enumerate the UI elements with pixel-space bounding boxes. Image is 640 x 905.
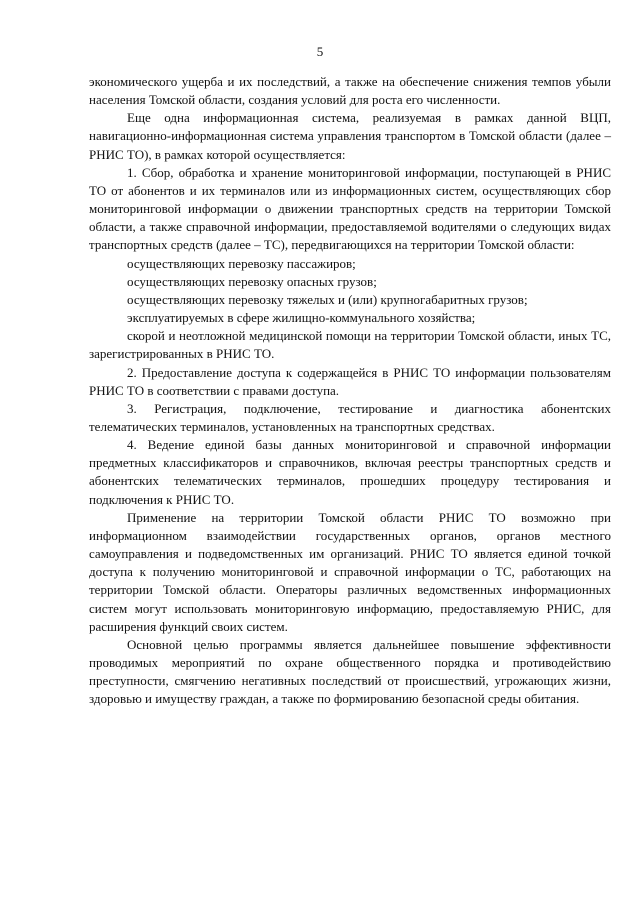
list-item-ambulance: скорой и неотложной медицинской помощи на территории Томской области, иных ТС, зарегистрированных в РНИС ТО. [89,328,611,362]
paragraph-2: Еще одна информационная система, реализуемая в рамках данной ВЦП, навигационно-информационная система управления транспортом в Томской области (далее – РНИС ТО), в рамках которой осуществляется: [89,110,611,162]
paragraph-database: 4. Ведение единой базы данных мониторинговой и справочной информации предметных классификаторов и справочников, включая реестры транспортных средств и абонентских телематических терминалов, прошедших процедуру тестирования и подключения к РНИС ТО. [89,437,611,507]
list-item-passengers: осуществляющих перевозку пассажиров; [127,255,356,271]
paragraph-main-goal: Основной целью программы является дальнейшее повышение эффективности проводимых мероприятий по охране общественного порядка и противодействию преступности, смягчению негативных последствий от происшествий, угрожающих жизни, здоровью и имуществу граждан, а также по формированию безопасной среды обитания. [89,636,611,707]
list-item-dangerous-goods: осуществляющих перевозку опасных грузов; [127,273,377,289]
paragraph-application: Применение на территории Томской области РНИС ТО возможно при информационном взаимодействии государственных органов, органов местного самоуправления и подведомственных им организаций. РНИС ТО является единой точкой доступа к получению мониторинговой и справочной информации о ТС, работающих на территории Томской области. Операторы различных ведомственных информационных систем могут использовать мониторинговую информацию, предоставляемую РНИС, для расширения функций своих систем. [89,509,611,634]
paragraph-registration: 3. Регистрация, подключение, тестирование и диагностика абонентских телематических терминалов, установленных на транспортных средствах. [89,400,611,434]
document-body [89,73,611,708]
paragraph-access: 2. Предоставление доступа к содержащейся в РНИС ТО информации пользователям РНИС ТО в соответствии с правами доступа. [89,364,611,398]
page-number: 5 [316,44,324,59]
paragraph-3: 1. Сбор, обработка и хранение мониторинговой информации, поступающей в РНИС ТО от абонентов и их терминалов или из информационных систем, осуществляющих сбор мониторинговой информации о движении транспортных средств на территории Томской области, а также справочной информации, предоставляемой водителями о следующих видах транспортных средств (далее – ТС), передвигающихся на территории Томской области: [89,164,611,253]
list-item-housing-utilities: эксплуатируемых в сфере жилищно-коммунального хозяйства; [127,310,476,326]
list-item-heavy-cargo: осуществляющих перевозку тяжелых и (или) крупногабаритных грузов; [127,291,528,307]
paragraph-1: экономического ущерба и их последствий, а также на обеспечение снижения темпов убыли населения Томской области, создания условий для роста его численности. [89,74,611,108]
